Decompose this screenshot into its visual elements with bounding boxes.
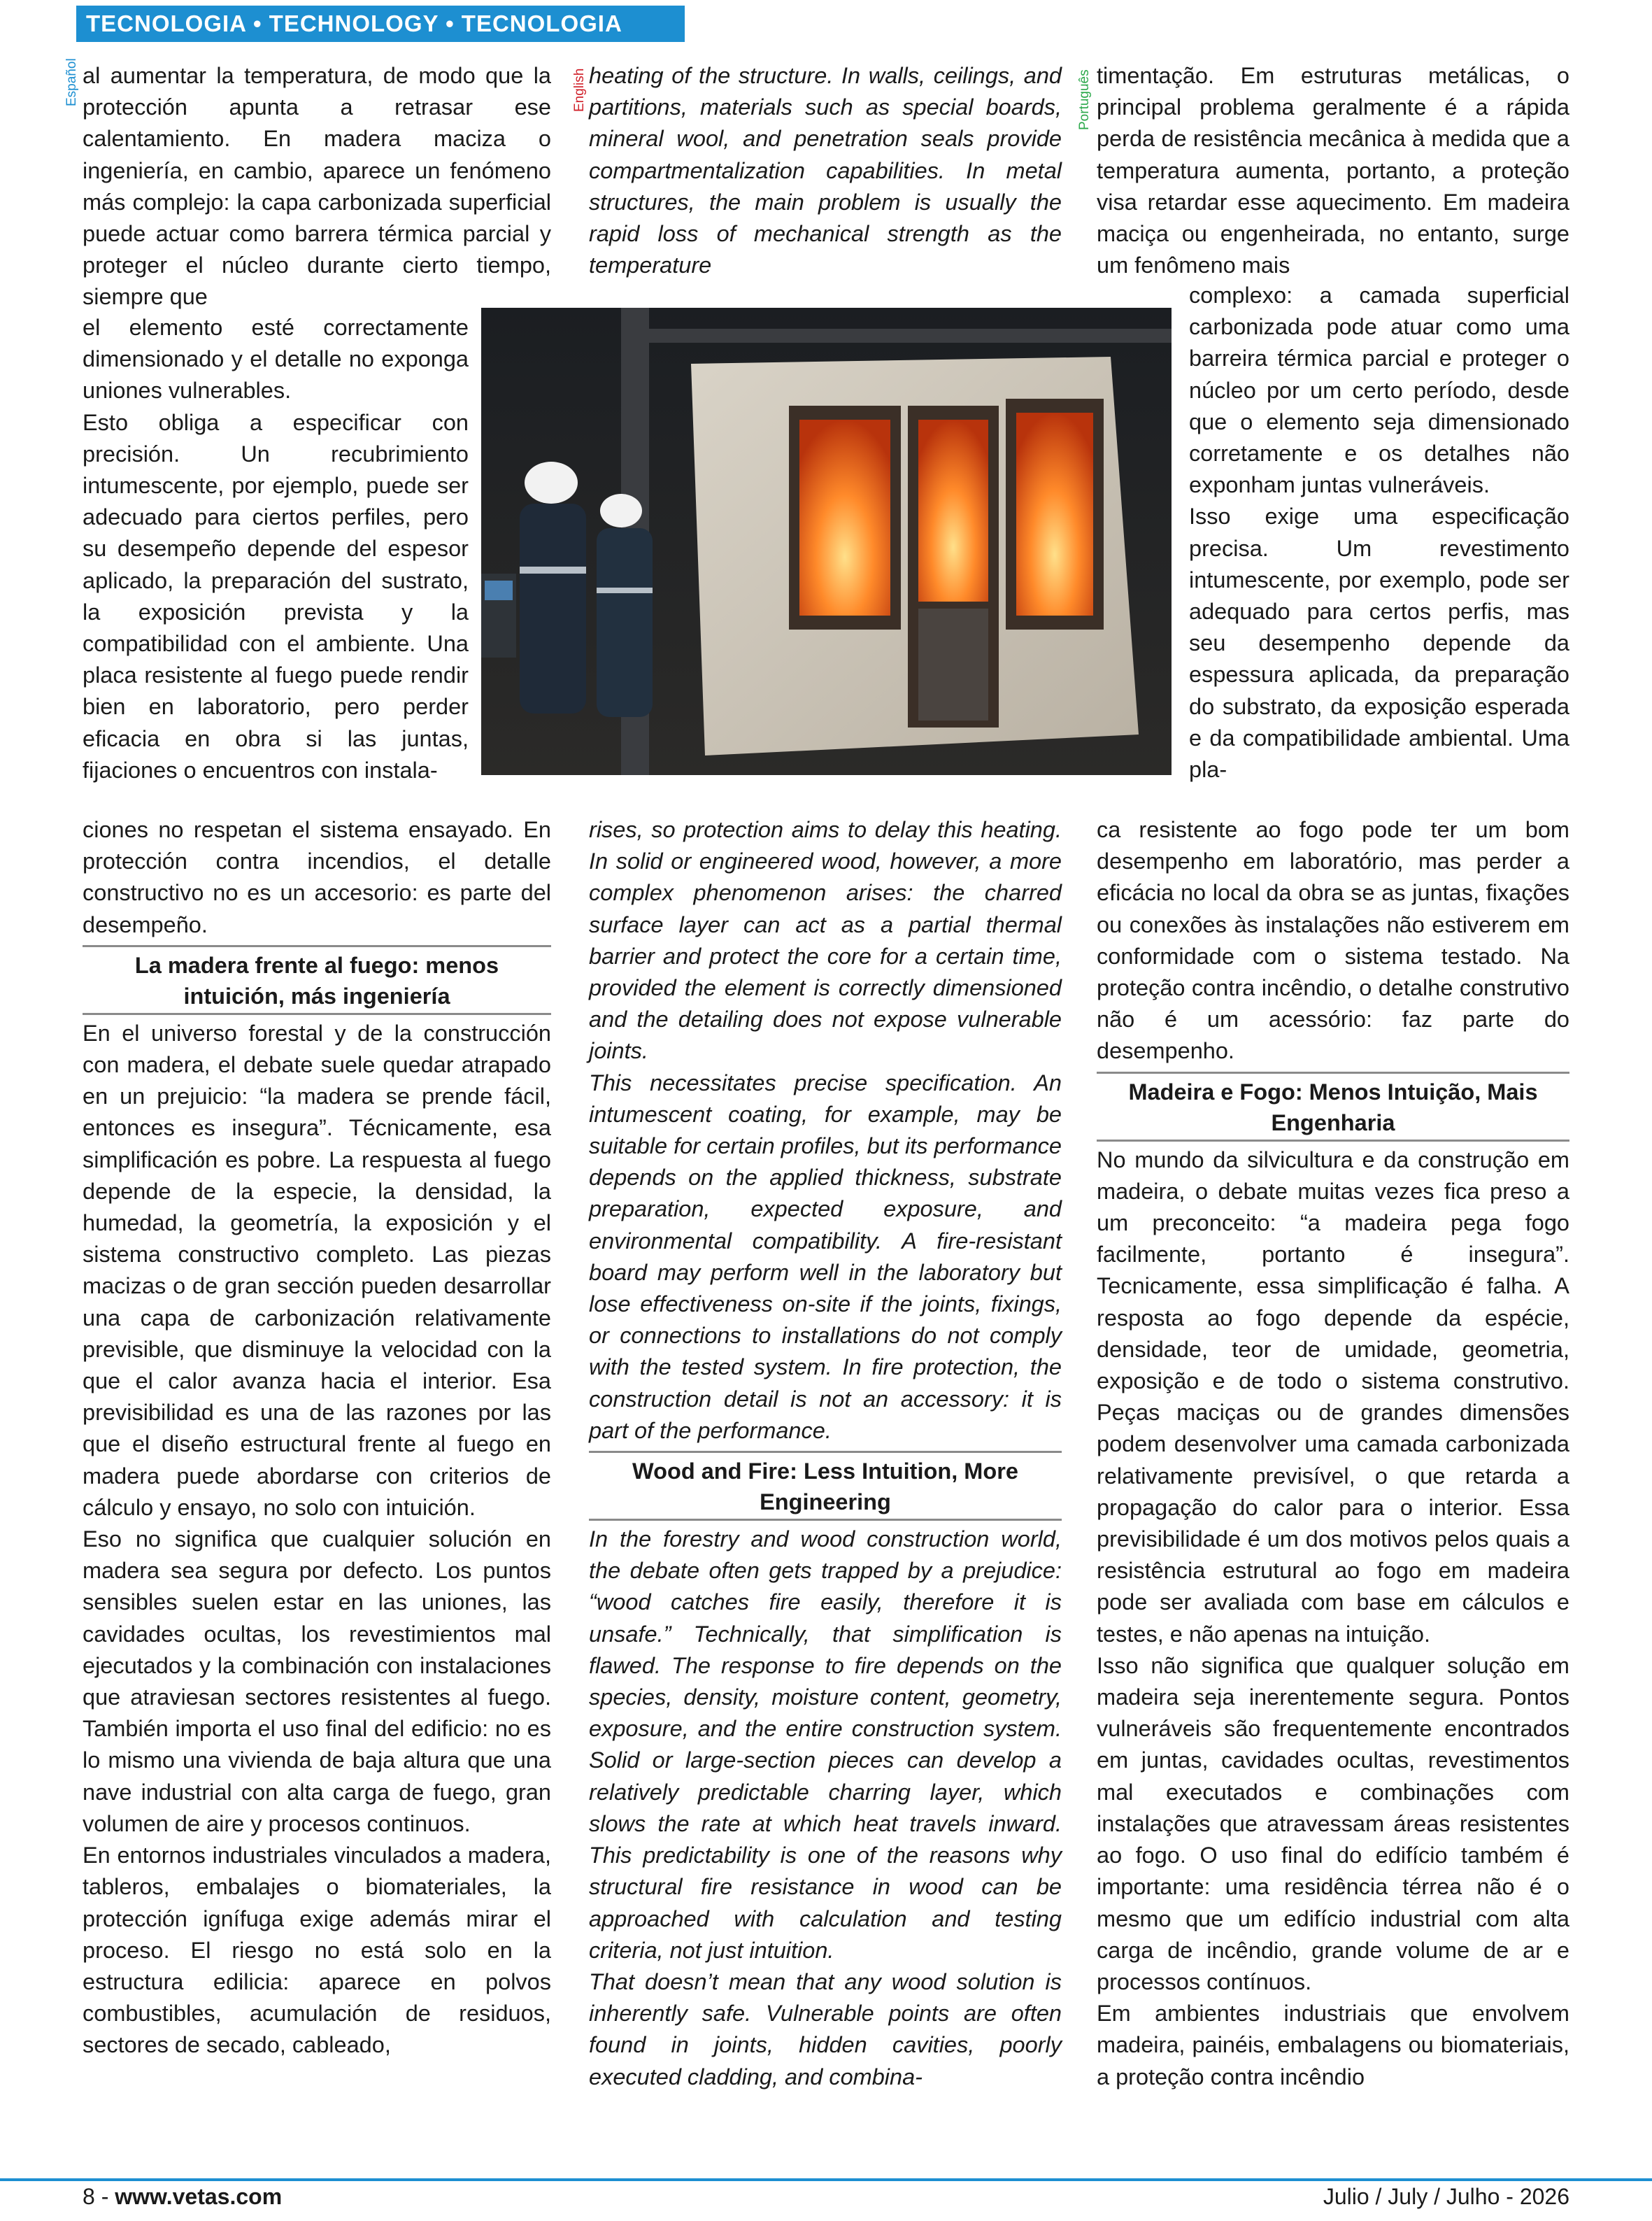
english-column-bottom bbox=[589, 814, 1062, 2093]
english-paragraph: rises, so protection aims to delay this heating. In solid or engineered wood, however, a more complex phenomenon arises: the charred surface layer can act as a partial thermal barrier and protect the core for a certain time, provided the element is correctly dimensioned and the detailing does not expose vulnerable joints. bbox=[589, 817, 1062, 1064]
english-paragraph: In the forestry and wood construction world, the debate often gets trapped by a prejudice: “wood catches fire easily, therefore it is unsafe.” Technically, that simplification is flawed. The response to fire depends on the species, density, moisture content, geometry, exposure, and the entire construction system. Solid or large-section pieces can develop a relatively predictable charring layer, which slows the rate at which heat travels inward. This predictability is one of the reasons why structural fire resistance in wood can be approached with calculation and testing criteria, not just intuition. bbox=[589, 1526, 1062, 1963]
portuguese-paragraph: ca resistente ao fogo pode ter um bom desempenho em laboratório, mas perder a eficácia no local da obra se as juntas, fixações ou conexões às instalações não estiverem em conformidade com o sistema testado. Na proteção contra incêndio, o detalhe construtivo não é um acessório: faz parte do desempenho. bbox=[1097, 817, 1569, 1064]
language-label-pt: Português bbox=[1077, 69, 1092, 130]
footer-page-info bbox=[83, 2184, 282, 2210]
section-header: TECNOLOGIA • TECHNOLOGY • TECNOLOGIA bbox=[76, 6, 685, 42]
portuguese-paragraph: Isso não significa que qualquer solução em madeira seja inerentemente segura. Pontos vulneráveis são frequentemente encontrados em juntas, cavidades ocultas, revestimentos mal executados e combinações com instalações que atravessam áreas resistentes ao fogo. O uso final do edifício também é importante: uma residência térrea não é o mesmo que um edifício industrial com alta carga de incêndio, grande volume de ar e processos contínuos. bbox=[1097, 1652, 1569, 1994]
page-number: 8 - bbox=[83, 2184, 115, 2209]
spanish-paragraph: En el universo forestal y de la construcción con madera, el debate suele quedar atrapado en un prejuicio: “la madera se prende fácil, entonces es insegura”. Técnicamente, esa simplificación es pobre. La respuesta al fuego depende de la especie, la densidad, la humedad, la geometría, la exposición y el sistema constructivo completo. Las piezas macizas o de gran sección pueden desarrollar una capa de carbonización relativamente previsible, que disminuye la velocidad con la que el calor avanza hacia el interior. Esa previsibilidad es una de las razones por las que el diseño estructural frente al fuego en madera puede abordarse con criterios de cálculo y ensayo, no solo con intuición. bbox=[83, 1020, 551, 1520]
english-section-heading: Wood and Fire: Less Intuition, More Engineering bbox=[589, 1451, 1062, 1521]
footer-divider bbox=[0, 2178, 1652, 2181]
spanish-paragraph: al aumentar la temperatura, de modo que la protección apunta a retrasar ese calentamiento. En madera maciza o ingeniería, en cambio, aparece un fenómeno más complejo: la capa carbonizada superficial puede actuar como barrera térmica parcial y proteger el núcleo durante cierto tiempo, siempre que bbox=[83, 63, 551, 310]
portuguese-paragraph: No mundo da silvicultura e da construção em madeira, o debate muitas vezes fica preso a um preconceito: “a madeira pega fogo facilmente, portanto é insegura”. Tecnicamente, essa simplificação é falha. A resposta ao fogo depende da espécie, densidade, teor de umidade, geometria, exposição e de todo o sistema construtivo. Peças maciças ou de grandes dimensões podem desenvolver uma camada carbonizada relativamente previsível, o que retarda a propagação do calor para o interior. Essa previsibilidade é um dos motivos pelos quais a resistência estrutural ao fogo em madeira pode ser avaliada com base em cálculos e testes, e não apenas na intuição. bbox=[1097, 1147, 1569, 1647]
portuguese-column-top bbox=[1097, 60, 1569, 281]
portuguese-paragraph: Isso exige uma especificação precisa. Um revestimento intumescente, por exemplo, pode ser adequado para certos perfis, mas seu desempenho depende da espessura aplicada, da preparação do substrato, da exposição esperada e da compatibilidade ambiental. Uma pla- bbox=[1189, 504, 1569, 783]
portuguese-section-heading: Madeira e Fogo: Menos Intuição, Mais Engenharia bbox=[1097, 1072, 1569, 1142]
english-paragraph: heating of the structure. In walls, ceilings, and partitions, materials such as special boards, mineral wool, and penetration seals provide compartmentalization capabilities. In metal structures, the main problem is usually the rapid loss of mechanical strength as the temperature bbox=[589, 63, 1062, 278]
footer-date: Julio / July / Julho - 2026 bbox=[1323, 2184, 1569, 2209]
portuguese-paragraph: timentação. Em estruturas metálicas, o principal problema geralmente é a rápida perda de resistência mecânica à medida que a temperatura aumenta, portanto, a proteção visa retardar esse aquecimento. Em madeira maciça ou engenheirada, no entanto, surge um fenômeno mais bbox=[1097, 63, 1569, 278]
language-label-en: English bbox=[572, 68, 587, 112]
spanish-paragraph: En entornos industriales vinculados a madera, tableros, embalajes o biomateriales, la protección ignífuga exige además mirar el proceso. El riesgo no está solo en la estructura edilicia: aparece en polvos combustibles, acumulación de residuos, sectores de secado, cableado, bbox=[83, 1843, 551, 2058]
english-column-top bbox=[589, 60, 1062, 281]
spanish-paragraph: Eso no significa que cualquier solución en madera sea segura por defecto. Los puntos sensibles suelen estar en las uniones, las cavidades ocultas, los revestimientos mal ejecutados y la combinación con instalaciones que atraviesan sectores resistentes al fuego. También importa el uso final del edificio: no es lo mismo una vivienda de baja altura que una nave industrial con alta carga de fuego, gran volumen de aire y procesos continuos. bbox=[83, 1526, 551, 1836]
spanish-column-top bbox=[83, 60, 551, 313]
english-paragraph: This necessitates precise specification. An intumescent coating, for example, may be suitable for certain profiles, but its performance depends on the applied thickness, substrate preparation, expected exposure, and environmental compatibility. A fire-resistant board may perform well in the laboratory but lose effectiveness on-site if the joints, fixings, or connections to installations do not comply with the tested system. In fire protection, the construction detail is not an accessory: it is part of the performance. bbox=[589, 1070, 1062, 1443]
spanish-paragraph: Esto obliga a especificar con precisión. Un recubrimiento intumescente, por ejemplo, puede ser adecuado para ciertos perfiles, pero su desempeño depende del espesor aplicado, la preparación del sustrato, la exposición prevista y la compatibilidad con el ambiente. Una placa resistente al fuego puede rendir bien en laboratorio, pero perder eficacia en obra si las juntas, fijaciones o encuentros con instala- bbox=[83, 409, 469, 783]
english-paragraph: That doesn’t mean that any wood solution is inherently safe. Vulnerable points are often found in joints, hidden cavities, poorly executed cladding, and combina- bbox=[589, 1968, 1062, 2089]
spanish-column-middle bbox=[83, 312, 469, 786]
website-link[interactable]: www.vetas.com bbox=[115, 2184, 283, 2209]
portuguese-column-middle bbox=[1189, 280, 1569, 786]
language-label-es: Español bbox=[64, 58, 79, 106]
portuguese-paragraph: Em ambientes industriais que envolvem madeira, painéis, embalagens ou biomateriais, a proteção contra incêndio bbox=[1097, 2001, 1569, 2089]
spanish-paragraph: el elemento esté correctamente dimensionado y el detalle no exponga uniones vulnerables. bbox=[83, 315, 469, 404]
spanish-section-heading: La madera frente al fuego: menos intuición, más ingeniería bbox=[83, 945, 551, 1015]
spanish-paragraph: ciones no respetan el sistema ensayado. En protección contra incendios, el detalle constructivo no es un accesorio: es parte del desempeño. bbox=[83, 817, 551, 937]
fire-test-photo bbox=[481, 308, 1172, 775]
spanish-column-bottom bbox=[83, 814, 551, 2062]
portuguese-paragraph: complexo: a camada superficial carbonizada pode atuar como uma barreira térmica parcial e proteger o núcleo por um certo período, desde que o elemento seja dimensionado corretamente e os detalhes não exponham juntas vulneráveis. bbox=[1189, 283, 1569, 498]
portuguese-column-bottom bbox=[1097, 814, 1569, 2093]
